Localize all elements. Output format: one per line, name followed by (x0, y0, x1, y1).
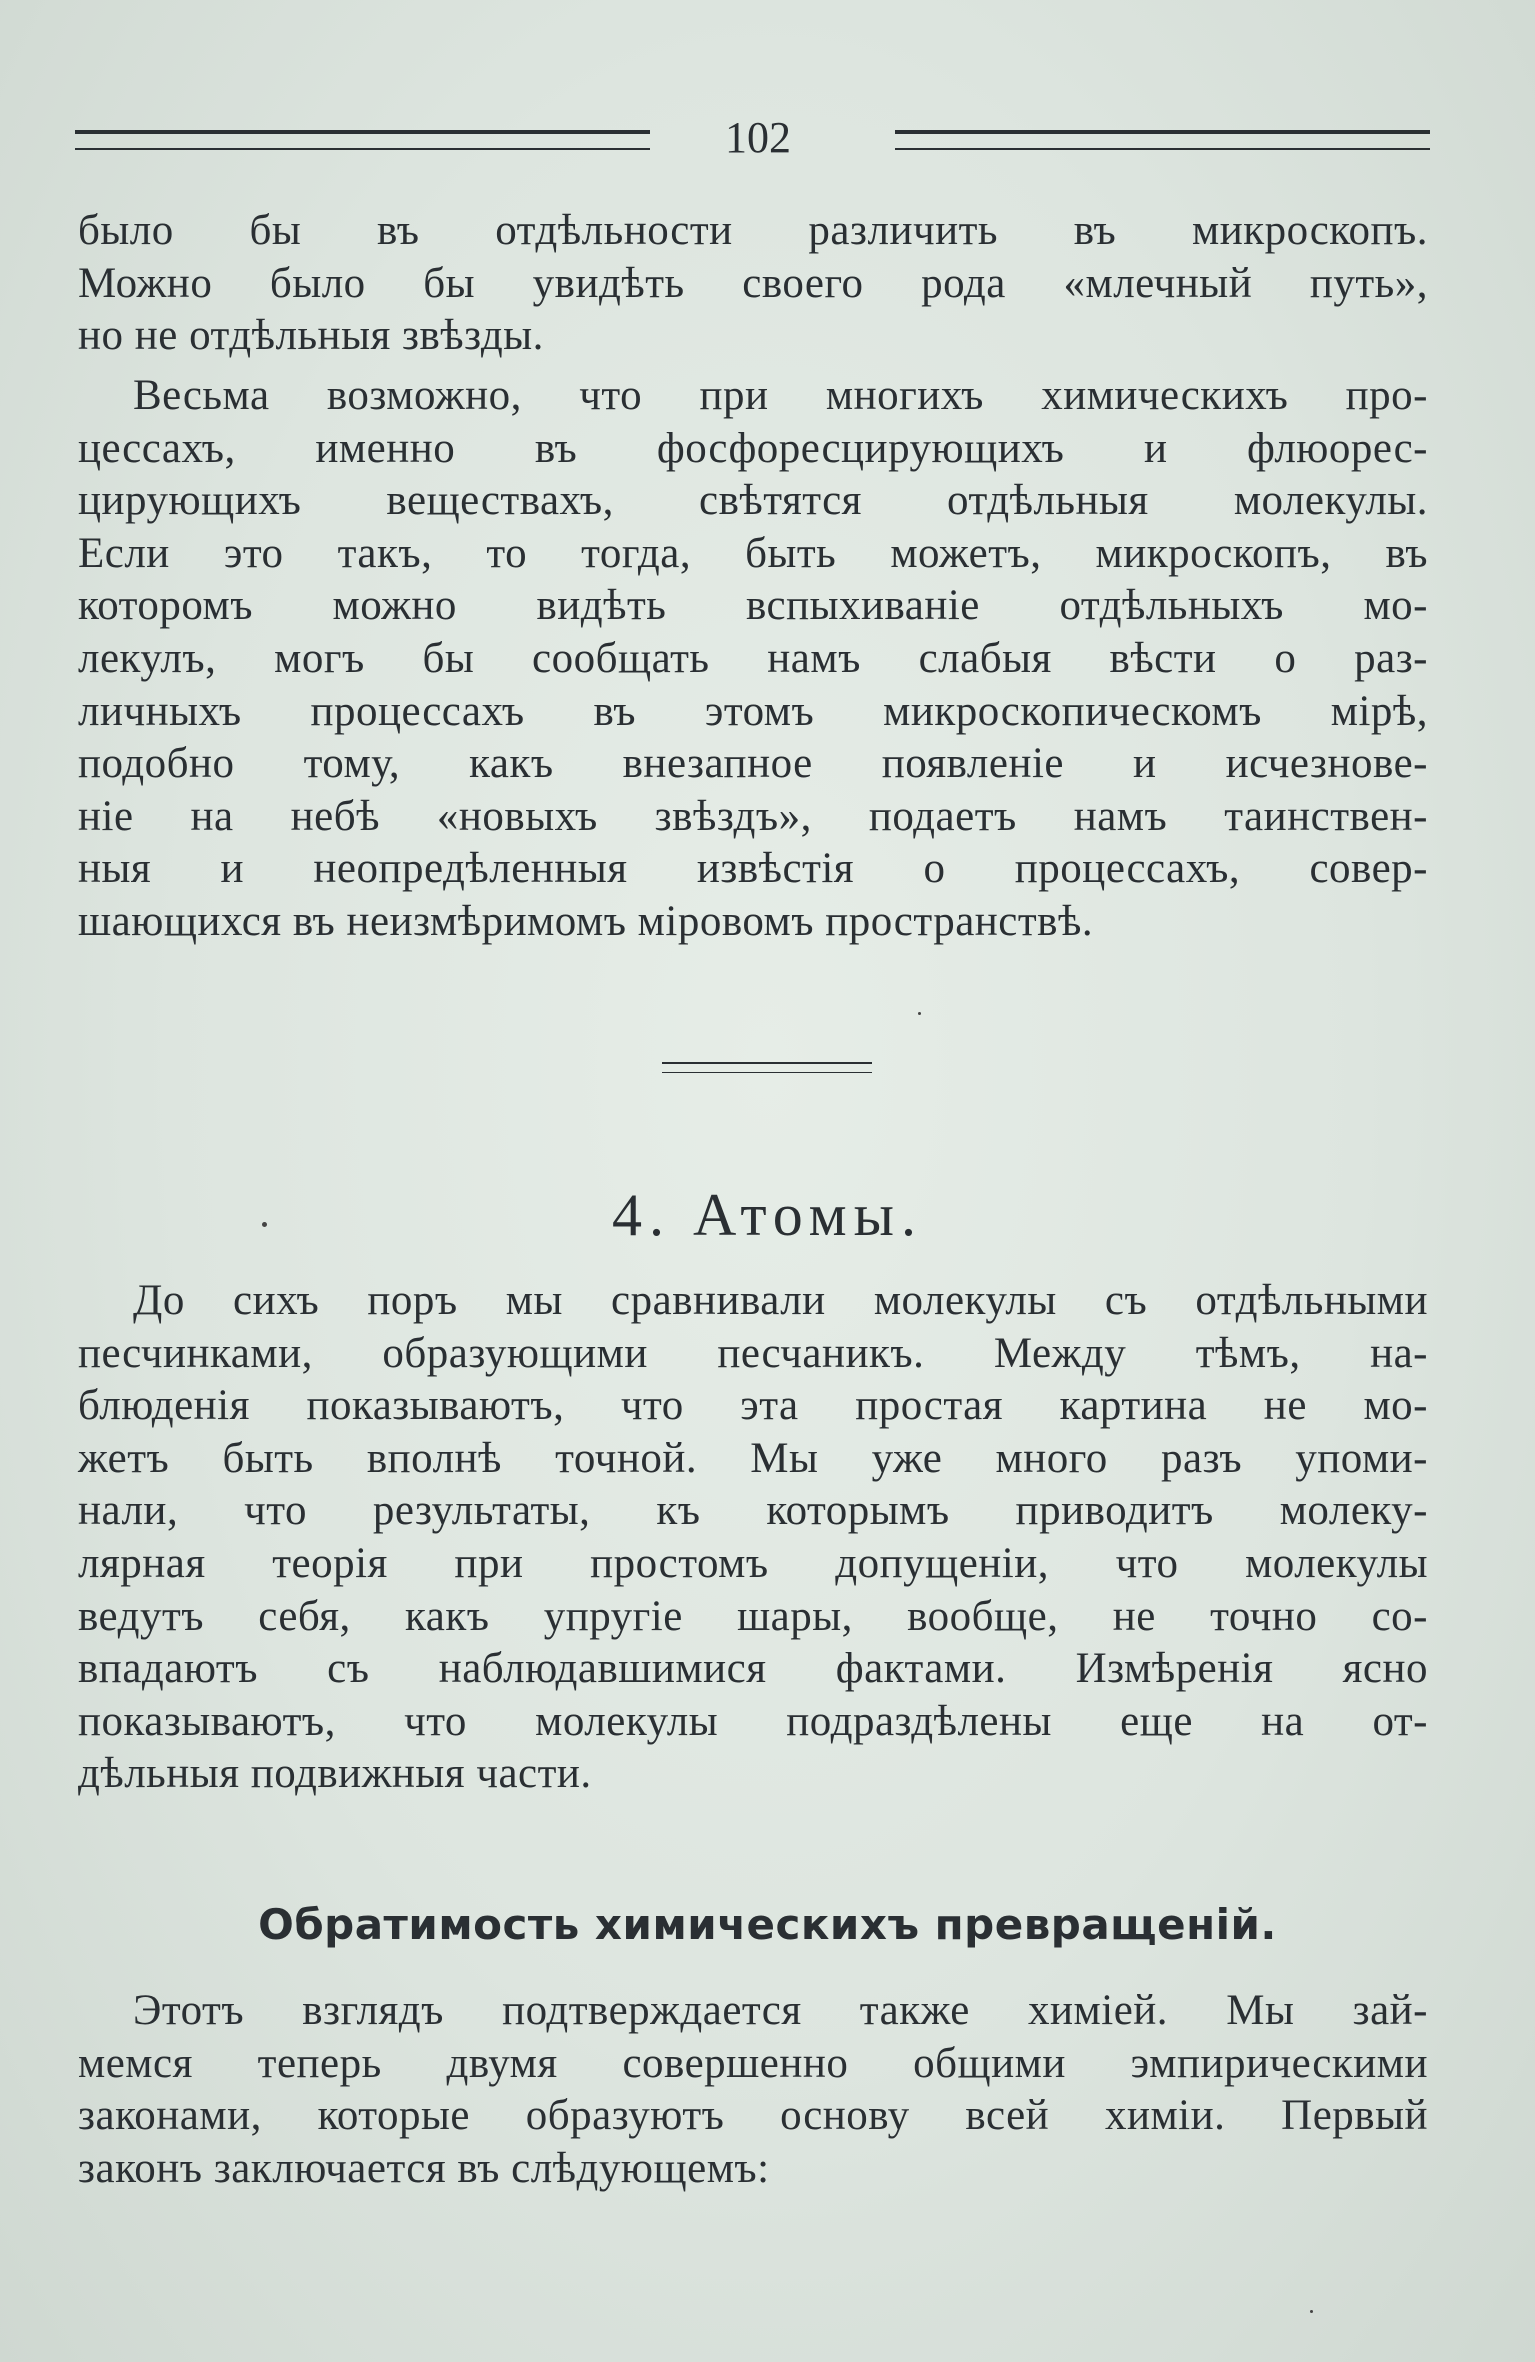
text-line: было бы въ отдѣльности различить въ микроскопъ. (78, 207, 1428, 254)
section-divider (662, 1062, 872, 1073)
text-line: личныхъ процессахъ въ этомъ микроскопическомъ мiрѣ, (78, 687, 1428, 735)
text-line: но не отдѣльныя звѣзды. (78, 312, 544, 360)
text-line: законъ заключается въ слѣдующемъ: (78, 2144, 770, 2192)
print-speck (918, 1012, 921, 1015)
text-line: которомъ можно видѣть вспыхиванiе отдѣльныхъ мо- (78, 582, 1428, 630)
print-speck (262, 1222, 267, 1227)
print-speck (1310, 2310, 1313, 2313)
text-line: впадаютъ съ наблюдавшимися фактами. Измѣренiя ясно (78, 1645, 1428, 1693)
text-line: мемся теперь двумя совершенно общими эмпирическими (78, 2039, 1428, 2087)
page-header (75, 108, 1430, 168)
header-rule-right (895, 130, 1430, 150)
text-line: дѣльныя подвижныя части. (78, 1750, 592, 1798)
text-line: нiе на небѣ «новыхъ звѣздъ», подаетъ намъ таинствен- (78, 792, 1428, 840)
paragraph-chemistry-laws (78, 1985, 1428, 2195)
text-line: До сихъ поръ мы сравнивали молекулы съ отдѣльными (133, 1277, 1428, 1324)
header-rule-left (75, 130, 650, 150)
text-line: блюденiя показываютъ, что эта простая картина не мо- (78, 1382, 1428, 1430)
text-line: ныя и неопредѣленныя извѣстiя о процессахъ, совер- (78, 845, 1428, 893)
text-line: ведутъ себя, какъ упругiе шары, вообще, не точно со- (78, 1592, 1428, 1640)
paragraph-atoms-intro (78, 1275, 1428, 1801)
subheading: Обратимость химическихъ превращенiй. (258, 1900, 1277, 1949)
text-line: Можно было бы увидѣть своего рода «млечный путь», (78, 259, 1428, 307)
text-line: цирующихъ веществахъ, свѣтятся отдѣльныя молекулы. (78, 477, 1428, 525)
text-line: Если это такъ, то тогда, быть можетъ, микроскопъ, въ (78, 529, 1428, 577)
paragraph-continued (78, 205, 1428, 363)
text-line: цессахъ, именно въ фосфоресцирующихъ и флюорес- (78, 424, 1428, 472)
text-line: показываютъ, что молекулы подраздѣлены еще на от- (78, 1697, 1428, 1745)
text-line: лекулъ, могъ бы сообщать намъ слабыя вѣсти о раз- (78, 634, 1428, 682)
page-number: 102 (725, 113, 791, 162)
text-line: жетъ быть вполнѣ точной. Мы уже много разъ упоми- (78, 1434, 1428, 1482)
paragraph-molecules-glow (78, 370, 1428, 949)
text-line: шающихся въ неизмѣримомъ мiровомъ пространствѣ. (78, 897, 1094, 945)
section-title: 4. Атомы. (612, 1182, 923, 1248)
text-line: лярная теорiя при простомъ допущенiи, что молекулы (78, 1539, 1428, 1587)
text-line: Весьма возможно, что при многихъ химическихъ про- (133, 372, 1428, 419)
text-line: песчинками, образующими песчаникъ. Между тѣмъ, на- (78, 1329, 1428, 1377)
text-line: законами, которые образуютъ основу всей химiи. Первый (78, 2092, 1428, 2140)
text-line: нали, что результаты, къ которымъ приводитъ молеку- (78, 1487, 1428, 1535)
text-line: подобно тому, какъ внезапное появленiе и исчезнове- (78, 740, 1428, 788)
text-line: Этотъ взглядъ подтверждается также химiей. Мы зай- (133, 1987, 1428, 2034)
